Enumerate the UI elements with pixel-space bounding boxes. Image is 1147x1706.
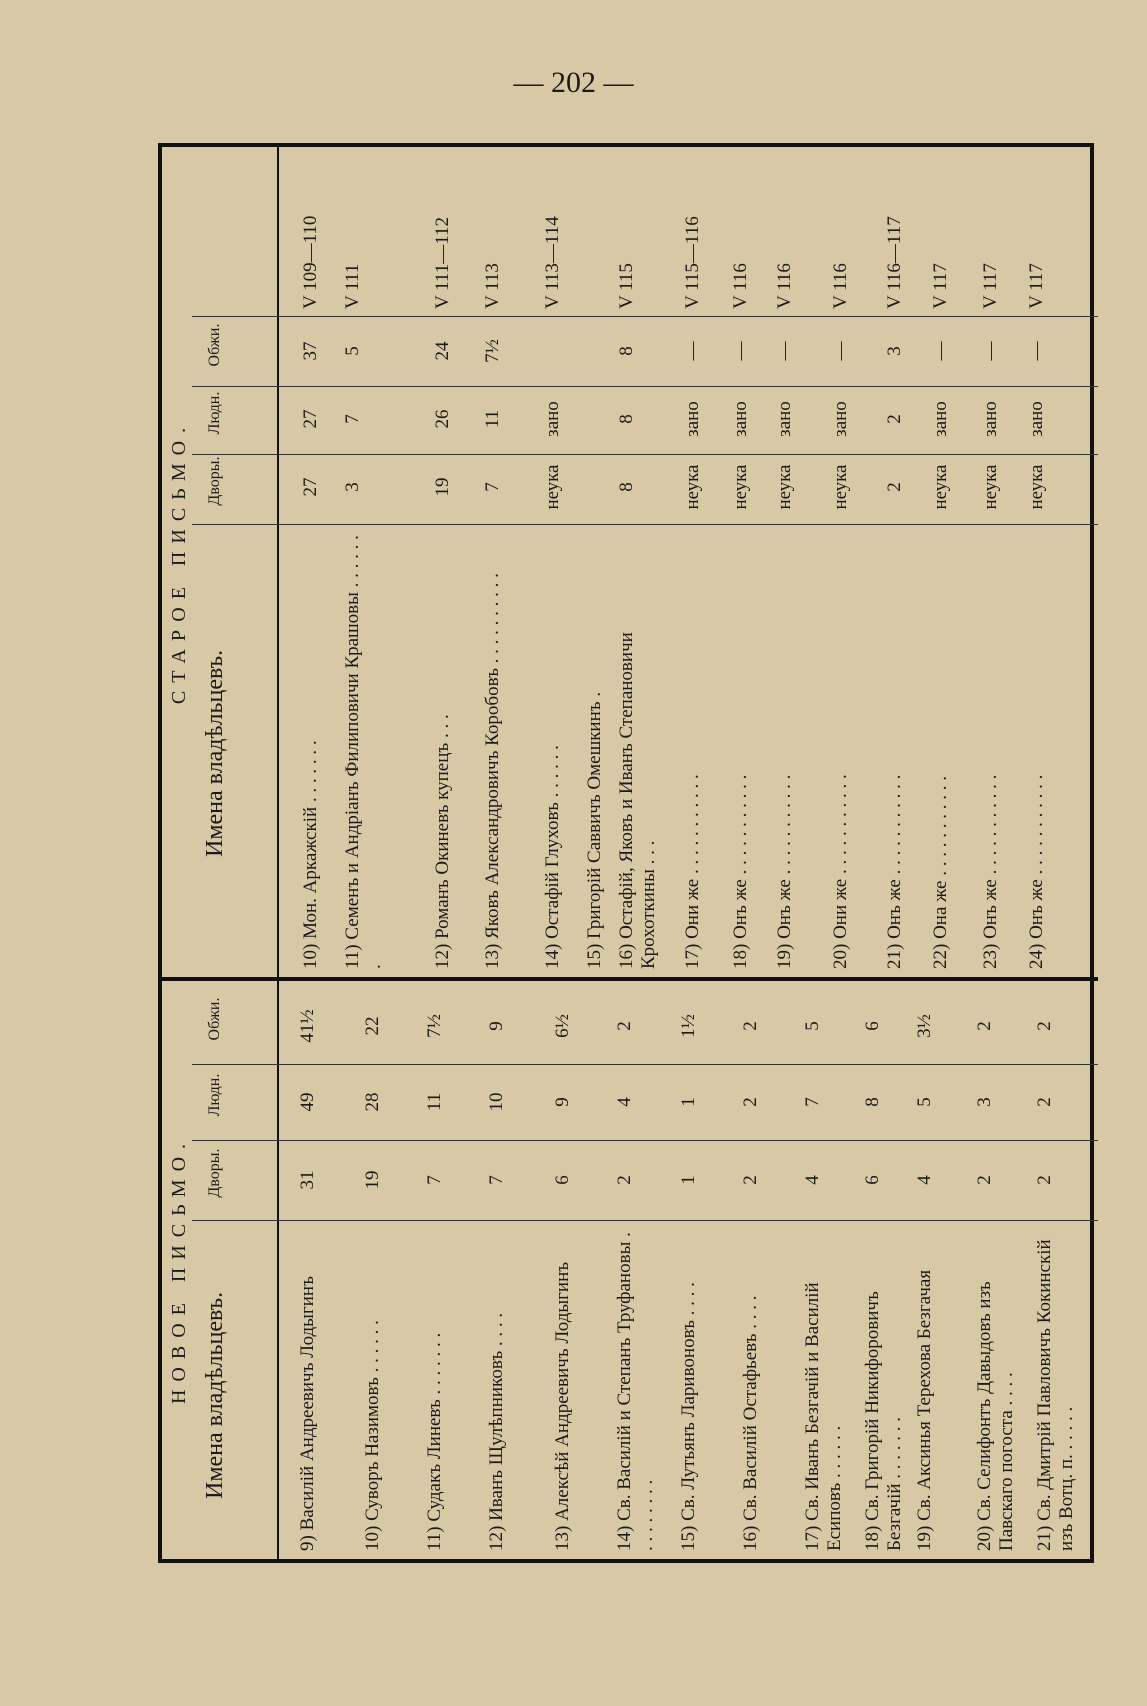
old-col-dvory: Дворы. — [206, 456, 223, 506]
rotated-table — [158, 143, 1094, 1563]
owner-name: 11) Судакъ Линевъ . . . . . . . — [424, 1332, 445, 1551]
owner-name: 15) Григорій Саввичъ Омешкинъ . — [584, 691, 605, 969]
lyudi-value: 49 — [297, 1092, 318, 1112]
owner-name: 18) Онъ же . . . . . . . . . . . — [730, 774, 751, 969]
source-reference: V 113—114 — [542, 216, 563, 309]
obzhi-value: 8 — [616, 346, 637, 356]
owner-name: 21) Онъ же . . . . . . . . . . . — [884, 774, 905, 969]
old-section-title: СТАРОЕ ПИСЬМО. — [168, 419, 190, 705]
obzhi-value: 3 — [884, 346, 905, 356]
obzhi-value: 37 — [300, 341, 321, 361]
old-header-rule — [277, 147, 279, 977]
new-col-divider — [192, 1220, 1098, 1221]
obzhi-value: 1½ — [678, 1014, 699, 1038]
lyudi-value: зано — [930, 401, 951, 437]
lyudi-value: 11 — [424, 1092, 445, 1112]
lyudi-value: зано — [730, 401, 751, 437]
new-col-divider — [192, 1064, 1098, 1065]
source-reference: V 116—117 — [884, 216, 905, 309]
owner-name: 23) Онъ же . . . . . . . . . . . — [980, 774, 1001, 969]
obzhi-value: 3½ — [914, 1014, 935, 1038]
lyudi-value: 2 — [1034, 1097, 1055, 1107]
source-reference: V 113 — [482, 263, 503, 309]
lyudi-value: зано — [682, 401, 703, 437]
lyudi-value: 10 — [486, 1092, 507, 1112]
obzhi-value: 6 — [862, 1021, 883, 1031]
lyudi-value: 11 — [482, 409, 503, 429]
dvory-value: неука — [774, 464, 795, 510]
owner-name: 15) Св. Лутьянъ Ларивоновъ . . . . — [678, 1282, 699, 1551]
source-reference: V 111—112 — [432, 216, 453, 309]
dvory-value: 7 — [482, 482, 503, 492]
lyudi-value: 2 — [740, 1097, 761, 1107]
obzhi-value: — — [1026, 341, 1047, 361]
lyudi-value: 7 — [342, 414, 363, 424]
dvory-value: 1 — [678, 1175, 699, 1185]
obzhi-value: 6½ — [552, 1014, 573, 1038]
owner-name: 19) Онъ же . . . . . . . . . . . — [774, 774, 795, 969]
obzhi-value: — — [930, 341, 951, 361]
lyudi-value: 2 — [884, 414, 905, 424]
source-reference: V 117 — [980, 263, 1001, 309]
dvory-value: 2 — [884, 482, 905, 492]
lyudi-value: 8 — [862, 1097, 883, 1107]
source-reference: V 116 — [730, 263, 751, 309]
source-reference: V 115 — [616, 263, 637, 309]
obzhi-value: 2 — [614, 1021, 635, 1031]
lyudi-value: зано — [774, 401, 795, 437]
lyudi-value: 7 — [802, 1097, 823, 1107]
old-col-divider — [192, 316, 1098, 317]
dvory-value: 2 — [740, 1175, 761, 1185]
lyudi-value: 26 — [432, 409, 453, 429]
obzhi-value: — — [682, 341, 703, 361]
owner-name: 10) Суворъ Назимовъ . . . . . . — [362, 1320, 383, 1551]
obzhi-value: — — [830, 341, 851, 361]
obzhi-value: 7½ — [482, 339, 503, 363]
lyudi-value: зано — [980, 401, 1001, 437]
dvory-value: 19 — [362, 1170, 383, 1190]
dvory-value: 7 — [486, 1175, 507, 1185]
lyudi-value: 3 — [974, 1097, 995, 1107]
source-reference: V 116 — [830, 263, 851, 309]
new-names-header: Имена владѣльцевъ. — [202, 1291, 228, 1499]
lyudi-value: 27 — [300, 409, 321, 429]
page-number: — 202 — — [513, 66, 634, 99]
source-reference: V 115—116 — [682, 216, 703, 309]
lyudi-value: 9 — [552, 1097, 573, 1107]
lyudi-value: 5 — [914, 1097, 935, 1107]
obzhi-value: 5 — [802, 1021, 823, 1031]
obzhi-value: — — [730, 341, 751, 361]
new-register-section — [162, 977, 1098, 1559]
owner-name: 18) Св. Григорій Никифоровичъ Безгачій . . . . . . . — [862, 1291, 905, 1551]
owner-name: 13) Яковъ Александровичъ Коробовъ . . . . . . . . . . — [482, 573, 503, 969]
dvory-value: 27 — [300, 477, 321, 497]
lyudi-value: зано — [542, 401, 563, 437]
owner-name: 14) Остафій Глуховъ . . . . . . — [542, 745, 563, 969]
new-col-lyudi: Людн. — [206, 1073, 223, 1117]
dvory-value: неука — [682, 464, 703, 510]
lyudi-value: 28 — [362, 1092, 383, 1112]
owner-name: 13) Алексѣй Андреевичъ Лодыгинъ — [552, 1261, 573, 1551]
old-col-divider — [192, 386, 1098, 387]
dvory-value: 6 — [552, 1175, 573, 1185]
owner-name: 22) Она же . . . . . . . . . . . — [930, 776, 951, 969]
dvory-value: 2 — [1034, 1175, 1055, 1185]
source-reference: V 117 — [930, 263, 951, 309]
obzhi-value: 2 — [1034, 1021, 1055, 1031]
old-col-lyudi: Людн. — [206, 391, 223, 435]
owner-name: 14) Св. Василій и Степанъ Труфановы . . . . . . . . . — [614, 1232, 657, 1551]
old-col-divider — [192, 454, 1098, 455]
new-col-obzhi: Обжи. — [206, 997, 223, 1041]
source-reference: V 116 — [774, 263, 795, 309]
owner-name: 20) Св. Селифонтъ Давыдовъ изъ Павскаго погоста . . . . — [974, 1281, 1017, 1551]
old-col-divider — [192, 524, 1098, 525]
source-reference: V 111 — [342, 263, 363, 309]
old-names-header: Имена владѣльцевъ. — [202, 649, 228, 857]
new-section-title: НОВОЕ ПИСЬМО. — [168, 1135, 190, 1405]
dvory-value: 6 — [862, 1175, 883, 1185]
owner-name: 24) Онъ же . . . . . . . . . . . — [1026, 774, 1047, 969]
dvory-value: 31 — [297, 1170, 318, 1190]
obzhi-value: 24 — [432, 341, 453, 361]
owner-name: 16) Остафій, Яковъ и Иванъ Степановичи Крохоткины . . . — [616, 632, 659, 969]
obzhi-value: 22 — [362, 1016, 383, 1036]
dvory-value: 3 — [342, 482, 363, 492]
owner-name: 16) Св. Василій Остафьевъ . . . . — [740, 1295, 761, 1551]
lyudi-value: 8 — [616, 414, 637, 424]
old-col-obzhi: Обжи. — [206, 323, 223, 367]
dvory-value: 7 — [424, 1175, 445, 1185]
dvory-value: неука — [542, 464, 563, 510]
lyudi-value: 1 — [678, 1097, 699, 1107]
dvory-value: 19 — [432, 477, 453, 497]
owner-name: 12) Иванъ Щулѣпниковъ . . . . — [486, 1312, 507, 1551]
dvory-value: неука — [830, 464, 851, 510]
obzhi-value: — — [774, 341, 795, 361]
owner-name: 17) Св. Иванъ Безгачій и Василій Есиповъ . . . . . . — [802, 1282, 845, 1551]
dvory-value: 2 — [974, 1175, 995, 1185]
dvory-value: 4 — [802, 1175, 823, 1185]
owner-name: 19) Св. Аксинья Терехова Безгачая — [914, 1269, 935, 1551]
owner-name: 20) Они же . . . . . . . . . . . — [830, 774, 851, 969]
dvory-value: неука — [930, 464, 951, 510]
owner-name: 17) Они же . . . . . . . . . . . — [682, 774, 703, 969]
obzhi-value: 5 — [342, 346, 363, 356]
obzhi-value: 2 — [974, 1021, 995, 1031]
obzhi-value: 41½ — [297, 1009, 318, 1043]
owner-name: 11) Семенъ и Андріанъ Филиповичи Крашовы . . . . . . . — [342, 535, 385, 969]
obzhi-value: 7½ — [424, 1014, 445, 1038]
obzhi-value: 9 — [486, 1021, 507, 1031]
obzhi-value: — — [980, 341, 1001, 361]
dvory-value: 4 — [914, 1175, 935, 1185]
owner-name: 9) Василій Андреевичъ Лодыгинъ — [297, 1276, 318, 1551]
source-reference: V 109—110 — [300, 215, 321, 309]
source-reference: V 117 — [1026, 263, 1047, 309]
owner-name: 21) Св. Дмитрій Павловичъ Кокинскій изъ Вотц. п. . . . . . — [1034, 1239, 1077, 1551]
dvory-value: 2 — [614, 1175, 635, 1185]
old-register-section — [162, 147, 1098, 977]
new-col-divider — [192, 1140, 1098, 1141]
dvory-value: 8 — [616, 482, 637, 492]
new-col-dvory: Дворы. — [206, 1148, 223, 1198]
obzhi-value: 2 — [740, 1021, 761, 1031]
lyudi-value: зано — [1026, 401, 1047, 437]
dvory-value: неука — [980, 464, 1001, 510]
new-header-rule — [277, 981, 279, 1559]
dvory-value: неука — [730, 464, 751, 510]
dvory-value: неука — [1026, 464, 1047, 510]
lyudi-value: 4 — [614, 1097, 635, 1107]
lyudi-value: зано — [830, 401, 851, 437]
owner-name: 10) Мон. Аркажскій . . . . . . . — [300, 740, 321, 969]
owner-name: 12) Романъ Окиневъ купецъ . . . — [432, 714, 453, 969]
